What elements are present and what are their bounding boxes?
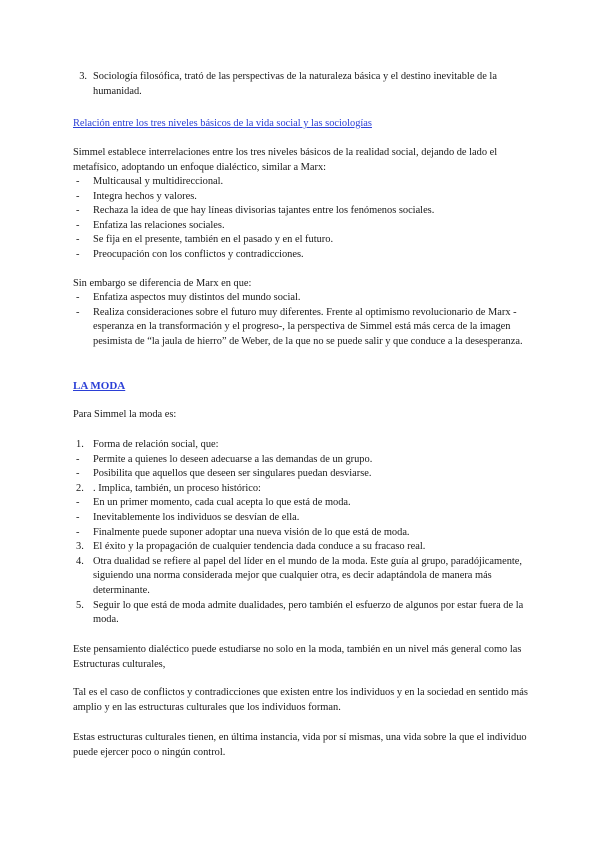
list-item	[73, 555, 531, 599]
list-marker: -	[76, 306, 80, 318]
list-item-text: Permite a quienes lo deseen adecuarse a las demandas de un grupo.	[93, 453, 373, 465]
list-item-text: Inevitablemente los individuos se desvían de ella.	[93, 511, 300, 523]
list-item	[73, 248, 531, 263]
list-marker: -	[76, 453, 80, 465]
list-item-text: Otra dualidad se refiere al papel del líder en el mundo de la moda. Este guía al grupo, paradójicamente, siguiendo una norma considerada mejor que cualquier otra, es decir adaptándola de manera más determinante.	[93, 555, 523, 596]
list-item-text: Posibilita que aquellos que deseen ser singulares puedan desviarse.	[93, 468, 372, 480]
list-item	[73, 190, 531, 205]
list-item-text: Forma de relación social, que:	[93, 439, 219, 450]
list-item-text: Rechaza la idea de que hay líneas divisorias tajantes entre los fenómenos sociales.	[93, 205, 435, 217]
list-marker: -	[76, 526, 80, 538]
list-marker: -	[76, 497, 80, 509]
list-item	[73, 306, 531, 350]
list-item-text: Multicausal y multidireccional.	[93, 176, 224, 187]
list-item	[73, 453, 531, 468]
list-marker: 5.	[76, 599, 84, 611]
list-item	[73, 526, 531, 541]
item-text: Sociología filosófica, trató de las perspectivas de la naturaleza básica y el destino inevitable de la humanidad.	[93, 71, 497, 97]
list-item	[73, 467, 531, 482]
section-link-text[interactable]: Relación entre los tres niveles básicos de la vida social y las sociologías	[73, 118, 372, 129]
list-item-text: Realiza consideraciones sobre el futuro muy diferentes. Frente al optimismo revolucionario de Marx -esperanza en la transformación y el progreso-, la perspectiva de Simmel está más cerca de la imagen pesimista de “la jaula de hierro” de Weber, de la que no se puede salir y que conduce a la desesperanza.	[93, 306, 523, 347]
list-marker: -	[76, 205, 80, 217]
list-item-text: En un primer momento, cada cual acepta lo que está de moda.	[93, 497, 351, 509]
list-item	[73, 438, 531, 453]
moda-intro: Para Simmel la moda es:	[73, 409, 177, 420]
marx-intro: Sin embargo se diferencia de Marx en que:	[73, 278, 252, 289]
list-item	[73, 219, 531, 234]
list-marker: -	[76, 248, 80, 260]
list-item-text: Se fija en el presente, también en el pasado y en el futuro.	[93, 234, 334, 246]
list-marker: 4.	[76, 555, 84, 567]
list-item	[73, 496, 531, 511]
moda-list	[73, 438, 531, 628]
list-marker: -	[76, 176, 80, 187]
paragraph-2: Tal es el caso de conflictos y contradicciones que existen entre los individuos y en la sociedad en sentido más amplio y en las estructuras culturales que los individuos forman.	[73, 687, 528, 713]
list-marker: -	[76, 219, 80, 231]
section-link[interactable]	[73, 117, 531, 132]
list-marker: 2.	[76, 482, 84, 494]
list-item	[73, 204, 531, 219]
list-item-text: Enfatiza las relaciones sociales.	[93, 219, 225, 231]
list-marker: -	[76, 190, 80, 202]
list-item-text: Enfatiza aspectos muy distintos del mundo social.	[93, 292, 301, 303]
list-marker: 1.	[76, 439, 84, 450]
list-item-text: Preocupación con los conflictos y contradicciones.	[93, 248, 304, 260]
simmel-bullet-list	[73, 175, 531, 263]
list-marker: -	[76, 511, 80, 523]
list-item-text: El éxito y la propagación de cualquier tendencia dada conduce a su fracaso real.	[93, 541, 426, 553]
list-item	[73, 511, 531, 526]
numbered-item-3	[73, 70, 531, 99]
simmel-intro: Simmel establece interrelaciones entre los tres niveles básicos de la realidad social, dejando de lado el metafísico, adoptando un enfoque dialéctico, similar a Marx:	[73, 147, 498, 173]
list-item-text: . Implica, también, un proceso histórico:	[93, 482, 261, 494]
list-marker: -	[76, 234, 80, 246]
list-item	[73, 482, 531, 497]
section-heading-moda[interactable]	[73, 379, 531, 395]
list-marker: -	[76, 292, 80, 303]
list-item-text: Seguir lo que está de moda admite dualidades, pero también el esfuerzo de algunos por estar fuera de la moda.	[93, 599, 524, 626]
list-marker: -	[76, 468, 80, 480]
list-item	[73, 175, 531, 190]
heading-moda-text[interactable]: LA MODA	[73, 380, 126, 392]
list-marker: 3.	[76, 541, 84, 553]
list-item	[73, 599, 531, 628]
paragraph-3: Estas estructuras culturales tienen, en última instancia, vida por sí mismas, una vida sobre la que el individuo puede ejercer poco o ningún control.	[73, 732, 527, 758]
list-item-text: Finalmente puede suponer adoptar una nueva visión de lo que está de moda.	[93, 526, 410, 538]
list-item	[73, 540, 531, 555]
list-item	[73, 291, 531, 306]
list-item	[73, 233, 531, 248]
list-item-text: Integra hechos y valores.	[93, 190, 197, 202]
paragraph-1: Este pensamiento dialéctico puede estudiarse no solo en la moda, también en un nivel más general como las Estructuras culturales,	[73, 644, 522, 670]
marx-bullet-list	[73, 291, 531, 349]
item-number: 3.	[79, 71, 87, 82]
